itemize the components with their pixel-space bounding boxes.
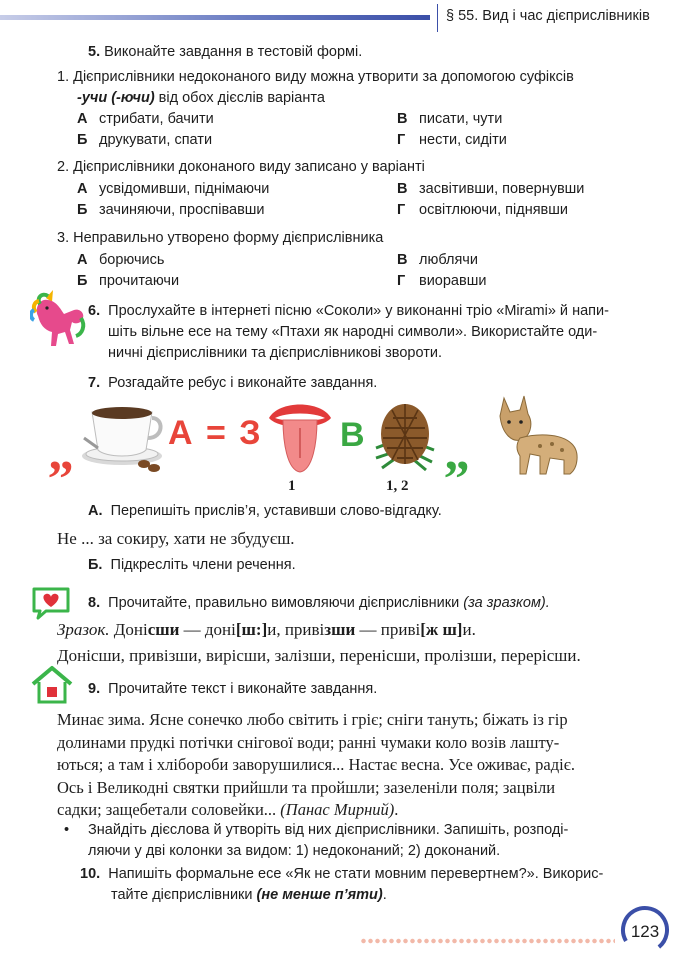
task6-line1-text: Прослухайте в інтернеті пісню «Соколи» у виконанні тріо «Mirami» й напи- [108,303,609,319]
task8-sample-w1g: — приві [355,620,421,639]
task8-sample-w1c: — доні [179,620,236,639]
task6-line3: ничні дієприслівники та дієприслівникові звороти. [108,345,442,361]
header-title: § 55. Вид і час дієприслівників [446,8,650,24]
header-separator [437,4,438,32]
q1-option-a-text: стрибати, бачити [99,111,214,127]
lynx-icon [490,394,585,479]
task9-para-line5-text: садки; защебетали соловейки... [57,800,281,819]
task5-text: Виконайте завдання в тестовій формі. [104,44,363,60]
q3-option-v-letter: В [397,252,408,268]
task9-para-line3: ються; а там і хлібороби заворушилися... Настає весна. Усе оживає, радіє. [57,755,575,774]
q2-option-g-text: освітлюючи, піднявши [419,202,568,218]
task8-sample-w1b: сши [147,620,180,639]
tongue-mouth-icon [265,398,335,478]
q2-question: 2. Дієприслівники доконаного виду записано у варіанті [57,159,425,175]
task9-paragraph [57,709,665,822]
task10-line1-text: Напишіть формальне есе «Як не стати мовним перевертнем?». Викорис- [108,866,604,882]
task7-a-text: Перепишіть прислів’я, уставивши слово-відгадку. [110,503,442,519]
rebus-letter-v: В [340,416,365,454]
task5-number: 5. [88,44,101,60]
q2-option-a [77,179,269,200]
coffee-cup-icon [78,398,168,476]
rebus-label-cone: 1, 2 [386,478,409,494]
task9-para-line2: долинами прудкі потічки снігової води; ранні чумаки коло возів лашту- [57,732,560,752]
q1-line1: 1. Дієприслівники недоконаного виду можна утворити за допомогою суфіксів [57,69,574,85]
q3-option-v [397,250,478,271]
rebus-quote-close: „ [444,424,470,481]
heart-speech-icon [30,585,72,621]
task7-a-letter: А. [88,503,103,519]
task8-sample-label: Зразок. [57,620,110,639]
q2-option-v-letter: В [397,181,408,197]
q1-option-g-text: нести, сидіти [419,132,507,148]
task9-para-end: . [394,800,399,819]
task10-line1 [80,864,660,885]
task6-block [88,301,663,364]
task8-sample-w1i: и. [462,620,476,639]
task8-sample-w1f: зши [324,620,356,639]
task7-b-text: Підкресліть члени речення. [110,557,296,573]
house-icon [30,664,74,706]
q3-option-g [397,271,486,292]
pine-cone-icon [372,398,438,474]
task5-heading [88,42,362,63]
q1-option-v-text: писати, чути [419,111,503,127]
task10-number: 10. [80,866,101,882]
q2-option-b-letter: Б [77,202,88,218]
task6-line1 [88,301,663,322]
task9-text: Прочитайте текст і виконайте завдання. [108,681,378,697]
q3-option-v-text: люблячи [419,252,478,268]
q2-option-g [397,200,568,221]
task9-bullet-line2: ляючи у дві колонки за видом: 1) недоконаний; 2) доконаний. [88,843,501,859]
task7-proverb: Не ... за сокиру, хати не збудуєш. [57,529,295,548]
task10-line2 [80,885,660,906]
q2-option-b [77,200,265,221]
task9-heading [88,679,377,700]
q1-line2 [57,88,657,109]
q2-option-g-letter: Г [397,202,406,218]
rebus-quote-open: „ [48,424,74,481]
task6-number: 6. [88,303,101,319]
task8-text-italic: (за зразком). [463,595,550,611]
q1-option-v-letter: В [397,111,408,127]
running-header [0,0,695,36]
task9-bullet-dot: • [64,822,70,838]
task7-b-letter: Б. [88,557,103,573]
task8-heading [88,593,550,614]
task8-sample-w1: Доні [113,620,148,639]
task7-b [88,555,296,576]
task8-sample-w1d: [ш:] [235,620,268,639]
task8-text: Прочитайте, правильно вимовляючи дієприслівники [108,595,464,611]
q3-option-b-letter: Б [77,273,88,289]
q3-option-a-letter: А [77,252,88,268]
task10-line2c: . [382,887,387,903]
page-number: 123 [630,922,660,941]
q3-option-b [77,271,179,292]
task10-line2b: (не менше п’яти) [256,887,383,903]
task9-para-line4: Ось і Великодні святки прийшли та пройшли; зазеленіли поля; зацвіли [57,777,556,797]
q2-option-b-text: зачиняючи, проспівавши [99,202,265,218]
task9-number: 9. [88,681,101,697]
task10-block [80,864,660,906]
q1-option-a-letter: А [77,111,88,127]
task9-bullet [88,820,658,862]
task7-a [88,501,442,522]
q2-option-v-text: засвітивши, повернувши [419,181,585,197]
q1-suffix: -учи (-ючи) [77,90,155,106]
task9-bullet-line1: Знайдіть дієслова й утворіть від них дієприслівники. Запишіть, розподі- [88,822,569,838]
q1-option-a [77,109,214,130]
footer-dots-decor [360,937,615,945]
task8-sample-w1e: и, приві [267,620,325,639]
header-decor-line [0,15,430,20]
unicorn-icon [30,288,88,350]
task7-number: 7. [88,375,101,391]
q3-option-b-text: прочитаючи [99,273,180,289]
q1-line2-rest: від обох дієслів варіанта [154,90,325,106]
rebus-letters-eq: А = З [168,414,263,452]
q3-option-a [77,250,164,271]
q2-option-v [397,179,584,200]
q3-question: 3. Неправильно утворено форму дієприслівника [57,230,384,246]
q1-question [57,67,657,109]
q3-option-a-text: борючись [99,252,165,268]
q1-option-g-letter: Г [397,132,406,148]
task6-line2: шіть вільне есе на тему «Птахи як народні символи». Використайте оди- [108,324,598,340]
task7-heading [88,373,377,394]
task9-para-line5 [57,799,665,822]
task7-text: Розгадайте ребус і виконайте завдання. [108,375,378,391]
q3-option-g-letter: Г [397,273,406,289]
task9-para-line1: Минає зима. Ясне сонечко любо світить і гріє; сніги тануть; біжать із гір [57,710,568,729]
task8-sample [57,618,476,642]
q1-option-b [77,130,212,151]
task8-words: Донісши, привізши, вирісши, залізши, перенісши, пролізши, перерісши. [57,646,581,665]
rebus-label-tongue: 1 [288,478,296,494]
q1-option-v [397,109,502,130]
q1-option-g [397,130,507,151]
task8-sample-w1h: [ж ш] [420,620,463,639]
q2-option-a-text: усвідомивши, піднімаючи [99,181,270,197]
q1-option-b-text: друкувати, спати [99,132,213,148]
q3-option-g-text: виоравши [419,273,487,289]
q2-option-a-letter: А [77,181,88,197]
task8-number: 8. [88,595,101,611]
task10-line2a: тайте дієприслівники [111,887,257,903]
q1-option-b-letter: Б [77,132,88,148]
task9-para-author: (Панас Мирний) [280,800,395,819]
